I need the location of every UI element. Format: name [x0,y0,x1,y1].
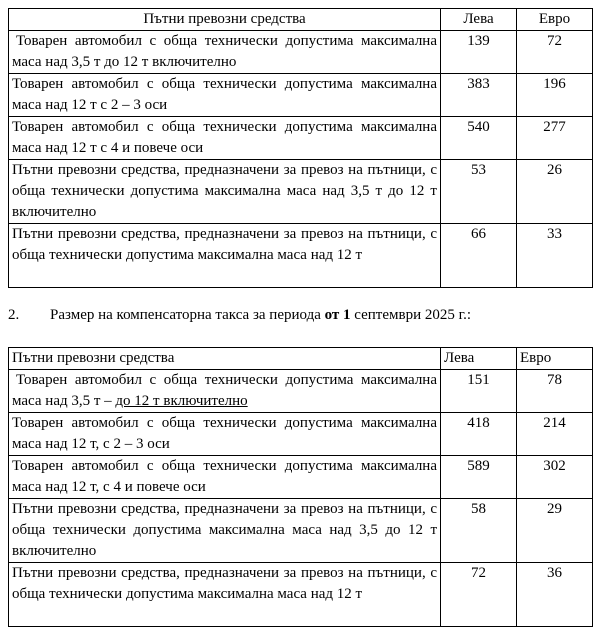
leva-value-cell: 589 [441,456,517,499]
leva-value-cell: 58 [441,499,517,563]
tariff-table-2 [8,347,593,627]
table-row [9,160,593,224]
leva-value-cell: 151 [441,370,517,413]
table2-header-row [9,348,593,370]
vehicle-description-cell: Пътни превозни средства, предназначени за превоз на пътници, с обща технически допустима максимална маса над 3,5 до 12 т включително [9,499,441,563]
table1-header-row [9,9,593,31]
vehicle-description-cell: Пътни превозни средства, предназначени за превоз на пътници, с обща технически допустима максимална маса над 3,5 т до 12 т включително [9,160,441,224]
table-row [9,456,593,499]
evro-value-cell: 72 [517,31,593,74]
evro-value-cell: 26 [517,160,593,224]
vehicle-description-cell: Пътни превозни средства, предназначени за превоз на пътници, с обща технически допустима максимална маса над 12 т [9,563,441,627]
table-row [9,563,593,627]
evro-value-cell: 29 [517,499,593,563]
table1-header-evro: Евро [517,9,593,31]
evro-value-cell: 214 [517,413,593,456]
vehicle-description-cell: Товарен автомобил с обща технически допустима максимална маса над 12 т с 2 – 3 оси [9,74,441,117]
table2-header-evro: Евро [517,348,593,370]
section-text-bold: от 1 [324,307,351,323]
leva-value-cell: 53 [441,160,517,224]
table-row [9,74,593,117]
evro-value-cell: 33 [517,224,593,288]
vehicle-description-cell [9,370,441,413]
section-number: 2. [8,307,20,323]
table1-header-leva: Лева [441,9,517,31]
leva-value-cell: 540 [441,117,517,160]
table2-header-leva: Лева [441,348,517,370]
section-text-start: Размер на компенсаторна такса за периода [50,307,325,323]
vehicle-description-cell: Товарен автомобил с обща технически допустима максимална маса над 12 т с 4 и повече оси [9,117,441,160]
table-row [9,370,593,413]
table-row [9,224,593,288]
table-row [9,413,593,456]
leva-value-cell: 418 [441,413,517,456]
evro-value-cell: 36 [517,563,593,627]
tariff-table-1 [8,8,593,288]
table-row [9,31,593,74]
leva-value-cell: 72 [441,563,517,627]
vehicle-description-cell: Товарен автомобил с обща технически допустима максимална маса над 3,5 т до 12 т включително [9,31,441,74]
vehicle-description-cell: Товарен автомобил с обща технически допустима максимална маса над 12 т, с 2 – 3 оси [9,413,441,456]
table2-header-vehicles: Пътни превозни средства [9,348,441,370]
evro-value-cell: 78 [517,370,593,413]
leva-value-cell: 139 [441,31,517,74]
table1-header-vehicles: Пътни превозни средства [9,9,441,31]
section-2-heading [8,305,592,326]
vehicle-description-cell: Товарен автомобил с обща технически допустима максимална маса над 12 т, с 4 и повече оси [9,456,441,499]
evro-value-cell: 196 [517,74,593,117]
vehicle-description-cell: Пътни превозни средства, предназначени за превоз на пътници, с обща технически допустима максимална маса над 12 т [9,224,441,288]
leva-value-cell: 66 [441,224,517,288]
description-underlined-text: до 12 т включително [115,393,248,409]
evro-value-cell: 277 [517,117,593,160]
leva-value-cell: 383 [441,74,517,117]
evro-value-cell: 302 [517,456,593,499]
table-row [9,499,593,563]
description-text: Товарен автомобил с обща технически допустима максимална маса над 3,5 т – [12,372,437,409]
table-row [9,117,593,160]
section-text-end: септември 2025 г.: [350,307,471,323]
